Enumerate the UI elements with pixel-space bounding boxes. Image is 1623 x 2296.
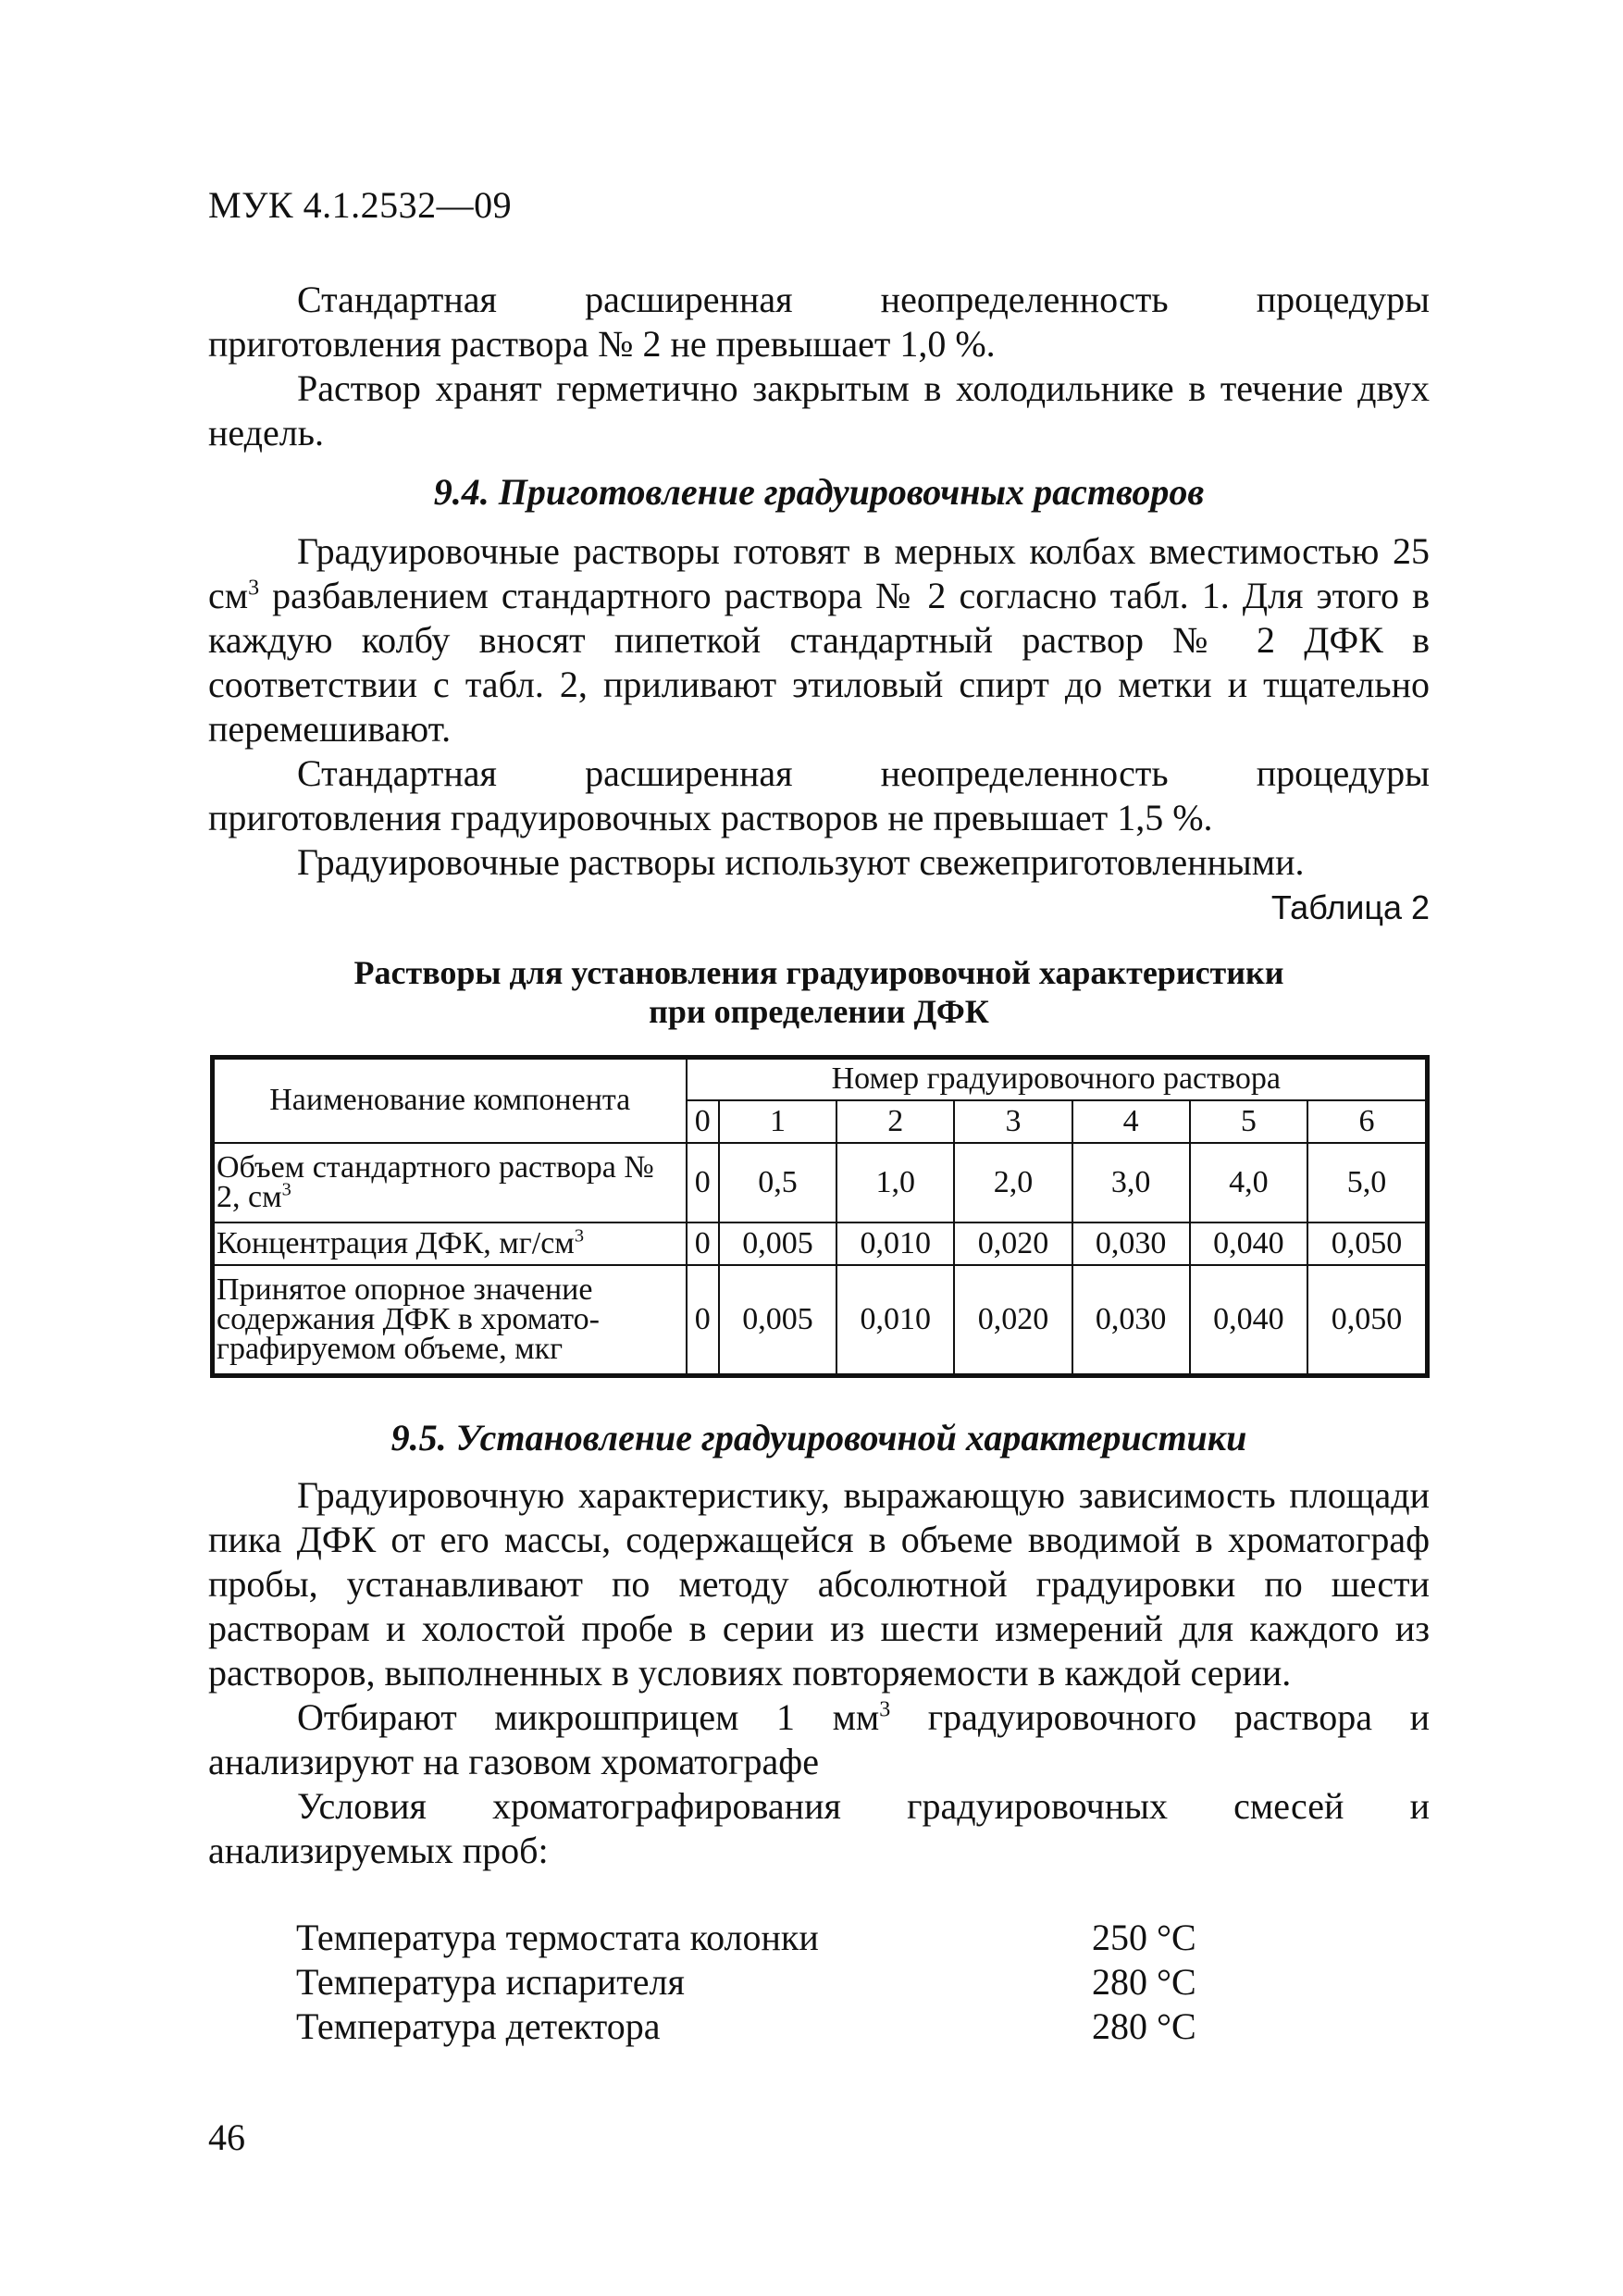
paragraph: Градуировочную характеристику, выражающую зависимость площади пика ДФК от его массы, содержащейся в объеме вводимой в хроматограф пробы, устанавливают по методу абсолютной градуировки по шести растворам и холостой пробе в серии из шести измерений для каждого из растворов, выполненных в условиях повторяемости в каждой серии. xyxy=(208,1474,1430,1694)
table-cell: 0,050 xyxy=(1307,1222,1428,1265)
section-heading: 9.4. Приготовление градуировочных растворов xyxy=(433,471,1205,513)
table-cell: 5,0 xyxy=(1307,1143,1428,1222)
table-cell: 0 xyxy=(687,1265,719,1376)
table-cell: 0,030 xyxy=(1072,1222,1190,1265)
paragraph: Градуировочные растворы используют свежеприготовленными. xyxy=(297,841,1305,883)
header-cell: 1 xyxy=(719,1100,836,1143)
row-label: Концентрация ДФК, $мг/см^3$ xyxy=(213,1222,687,1265)
table-cell: 0,030 xyxy=(1072,1265,1190,1376)
table-cell: 4,0 xyxy=(1190,1143,1307,1222)
table-cell: 0,050 xyxy=(1307,1265,1428,1376)
condition-row xyxy=(296,1960,1196,2004)
condition-label: Температура детектора xyxy=(296,2005,661,2047)
table-cell: 0,040 xyxy=(1190,1265,1307,1376)
table-cell: 1,0 xyxy=(836,1143,954,1222)
row-label: Принятое опорное значение содержания ДФК в хромато-графируемом объеме, мкг xyxy=(213,1265,687,1376)
table-row xyxy=(213,1143,1428,1222)
condition-row xyxy=(296,2004,1196,2049)
header-cell: 4 xyxy=(1072,1100,1190,1143)
table-cell: 0,010 xyxy=(836,1265,954,1376)
document-header: МУК 4.1.2532—09 xyxy=(208,184,513,226)
header-cell: 5 xyxy=(1190,1100,1307,1143)
paragraph: Отбирают микрошприцем 1 $мм^3$ градуировочного раствора и анализируют на газовом хроматографе xyxy=(208,1696,1430,1782)
condition-label: Температура термостата колонки xyxy=(296,1917,819,1958)
table-cell: 0 xyxy=(687,1143,719,1222)
table-cell: 0,5 xyxy=(719,1143,836,1222)
intro-text xyxy=(208,278,1430,455)
condition-value: 280 °С xyxy=(1092,2005,1196,2047)
header-cell: Номер градуировочного раствора xyxy=(687,1058,1428,1100)
header-cell: 3 xyxy=(954,1100,1072,1143)
paragraph: Условия хроматографирования градуировочных смесей и анализируемых проб: xyxy=(208,1785,1430,1871)
table-cell: 0,040 xyxy=(1190,1222,1307,1265)
section-95-text xyxy=(208,1473,1430,1873)
condition-value: 280 °С xyxy=(1092,1961,1196,2003)
header-cell: 2 xyxy=(836,1100,954,1143)
paragraph: Раствор хранят герметично закрытым в холодильнике в течение двух недель. xyxy=(208,367,1430,453)
condition-value: 250 °С xyxy=(1092,1917,1196,1958)
table-row xyxy=(213,1265,1428,1376)
paragraph: Стандартная расширенная неопределенность процедуры приготовления раствора № 2 не превышает 1,0 %. xyxy=(208,279,1430,365)
section-heading: 9.5. Установление градуировочной характеристики xyxy=(390,1417,1247,1458)
table-cell: 2,0 xyxy=(954,1143,1072,1222)
calibration-table xyxy=(210,1055,1430,1378)
paragraph: Стандартная расширенная неопределенность процедуры приготовления градуировочных растворов не превышает 1,5 %. xyxy=(208,752,1430,838)
table-header-row xyxy=(213,1058,1428,1100)
header-cell: Наименование компонента xyxy=(213,1058,687,1143)
table-row xyxy=(213,1222,1428,1265)
table-cell: 0,020 xyxy=(954,1222,1072,1265)
page-number: 46 xyxy=(208,2116,245,2158)
table-label: Таблица 2 xyxy=(1270,888,1430,926)
table-cell: 3,0 xyxy=(1072,1143,1190,1222)
row-label: Объем стандартного раствора № 2, $см^3$ xyxy=(213,1143,687,1222)
paragraph: Градуировочные растворы готовят в мерных колбах вместимостью 25 $см^3$ разбавлением стандартного раствора № 2 согласно табл. 1. Для этого в каждую колбу вносят пипеткой стандартный раствор № 2 ДФК в соответствии с табл. 2, приливают этиловый спирт до метки и тщательно перемешивают. xyxy=(208,530,1430,750)
table-cell: 0,005 xyxy=(719,1265,836,1376)
table-title: Растворы для установления градуировочной характеристики при определении ДФК xyxy=(353,954,1284,1030)
condition-row xyxy=(296,1916,1196,1960)
section-94-text xyxy=(208,529,1430,885)
header-cell: 0 xyxy=(687,1100,719,1143)
table-cell: 0 xyxy=(687,1222,719,1265)
table-cell: 0,020 xyxy=(954,1265,1072,1376)
header-cell: 6 xyxy=(1307,1100,1428,1143)
table-cell: 0,005 xyxy=(719,1222,836,1265)
table-cell: 0,010 xyxy=(836,1222,954,1265)
condition-label: Температура испарителя xyxy=(296,1961,685,2003)
